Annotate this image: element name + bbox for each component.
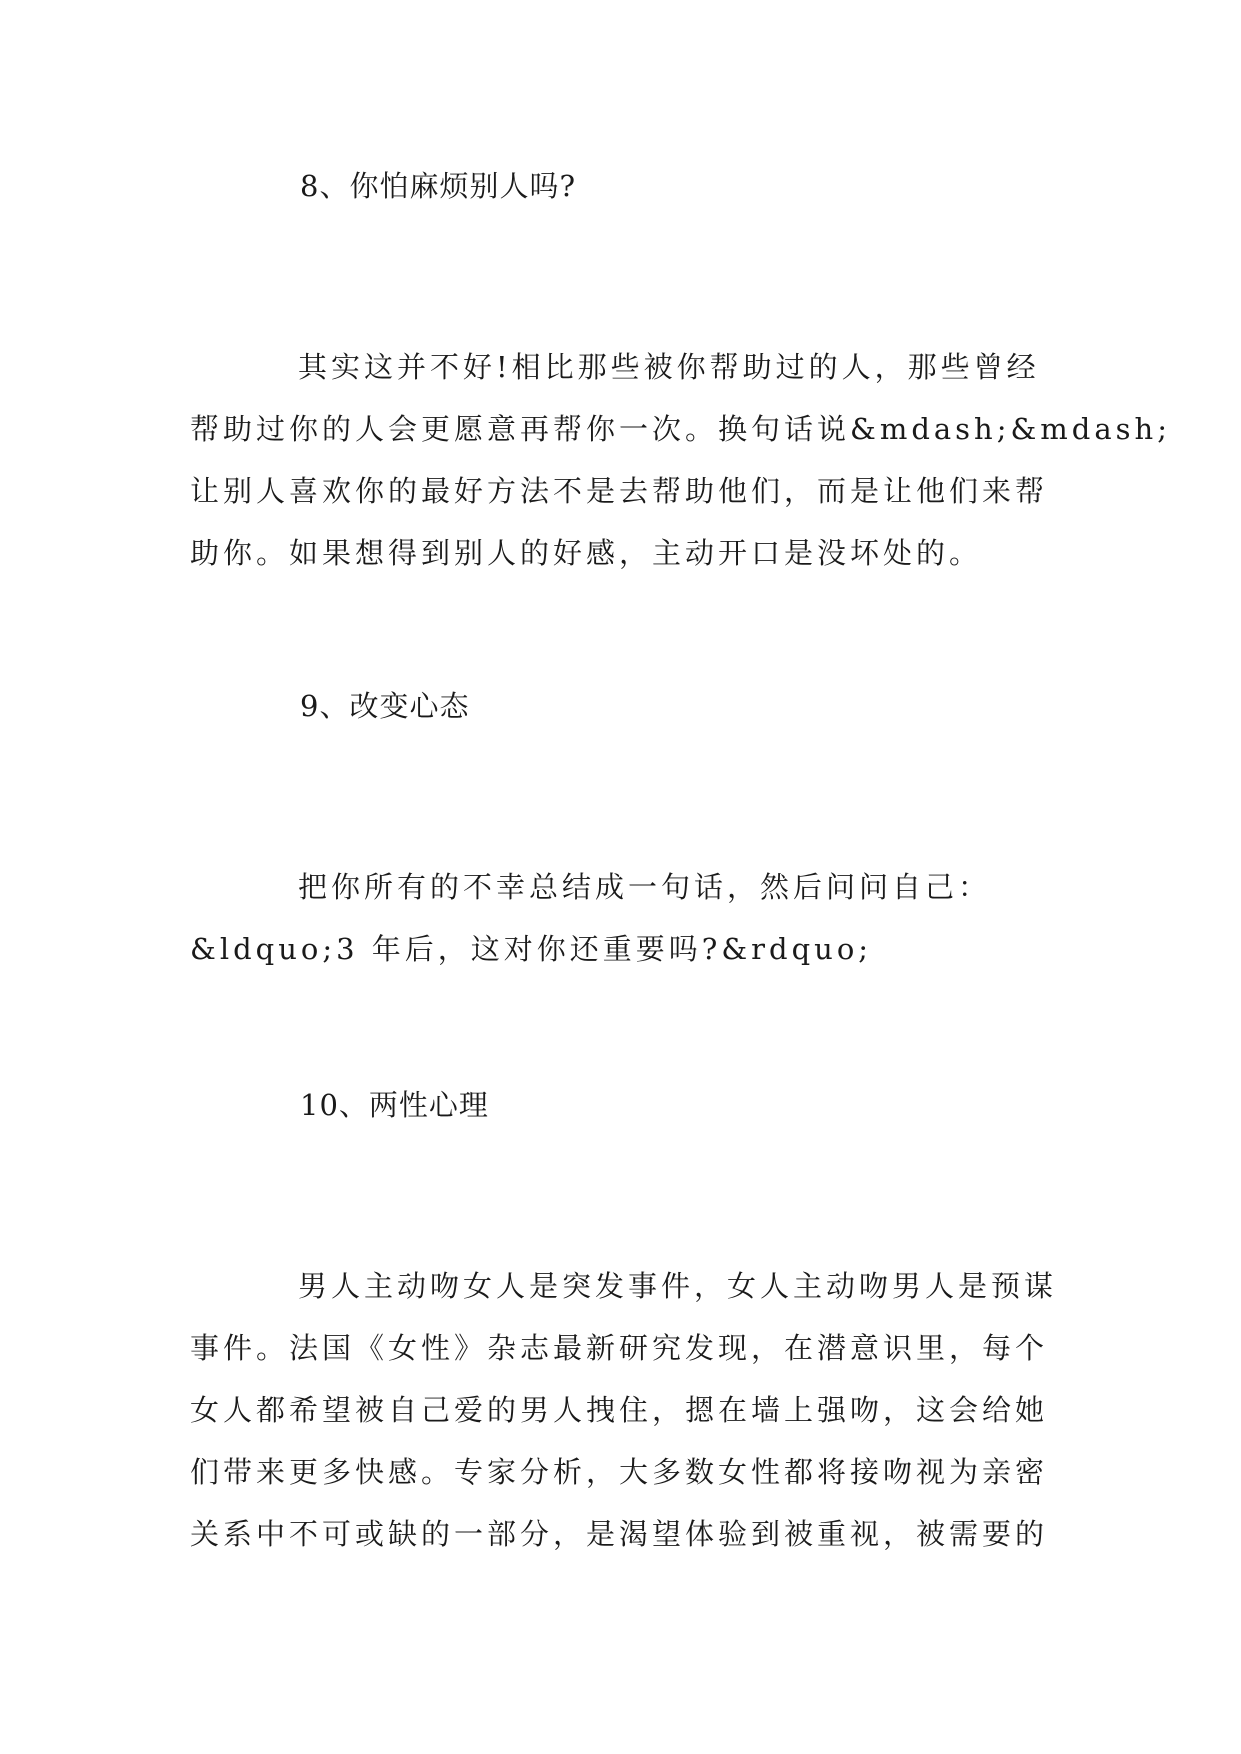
paragraph-line: 让别人喜欢你的最好方法不是去帮助他们，而是让他们来帮 [190,474,1049,508]
section-paragraph-8 [190,336,1171,584]
paragraph-line: 事件。法国《女性》杂志最新研究发现，在潜意识里，每个 [190,1331,1049,1365]
section-heading-8: 8、你怕麻烦别人吗? [300,169,576,203]
section-heading-10: 10、两性心理 [300,1088,489,1122]
paragraph-line: 女人都希望被自己爱的男人拽住，摁在墙上强吻，这会给她 [190,1393,1049,1427]
paragraph-line: 关系中不可或缺的一部分，是渴望体验到被重视，被需要的 [190,1517,1049,1551]
paragraph-line: 助你。如果想得到别人的好感，主动开口是没坏处的。 [190,536,983,570]
section-heading-9: 9、改变心态 [300,689,470,723]
paragraph-line: &ldquo;3 年后，这对你还重要吗?&rdquo; [190,932,873,966]
section-paragraph-9 [190,856,1050,980]
paragraph-line: 其实这并不好!相比那些被你帮助过的人，那些曾经 [298,350,1040,384]
paragraph-line: 帮助过你的人会更愿意再帮你一次。换句话说&mdash;&mdash; [190,412,1171,446]
section-paragraph-10 [190,1255,1058,1565]
paragraph-line: 男人主动吻女人是突发事件，女人主动吻男人是预谋 [298,1269,1058,1303]
paragraph-line: 们带来更多快感。专家分析，大多数女性都将接吻视为亲密 [190,1455,1049,1489]
paragraph-line: 把你所有的不幸总结成一句话，然后问问自己： [298,870,992,904]
